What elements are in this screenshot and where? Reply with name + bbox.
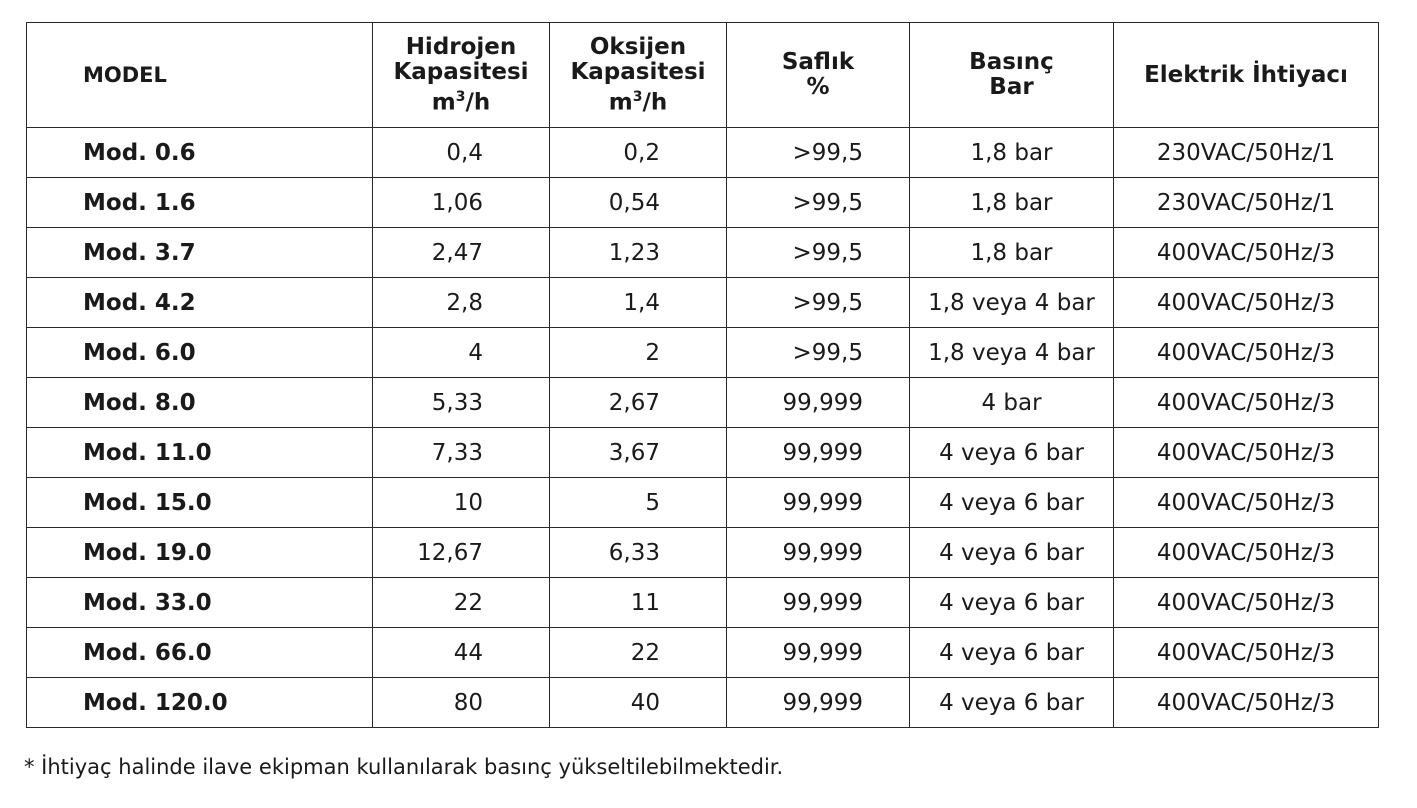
cell-pressure: 1,8 bar [910, 128, 1114, 178]
cell-purity: >99,5 [727, 128, 910, 178]
cell-pressure: 4 veya 6 bar [910, 578, 1114, 628]
cell-pressure: 1,8 veya 4 bar [910, 328, 1114, 378]
cell-hydrogen: 2,8 [373, 278, 550, 328]
table-row [27, 328, 1379, 378]
cell-model: Mod. 8.0 [27, 378, 373, 428]
footnote: * İhtiyaç halinde ilave ekipman kullanılarak basınç yükseltilebilmektedir. [24, 755, 784, 779]
table-row [27, 578, 1379, 628]
table-row [27, 228, 1379, 278]
cell-purity: >99,5 [727, 228, 910, 278]
cell-hydrogen: 44 [373, 628, 550, 678]
cell-hydrogen: 10 [373, 478, 550, 528]
cell-pressure: 4 veya 6 bar [910, 678, 1114, 728]
cell-power: 400VAC/50Hz/3 [1114, 428, 1379, 478]
cell-hydrogen: 22 [373, 578, 550, 628]
cell-hydrogen: 5,33 [373, 378, 550, 428]
cell-model: Mod. 4.2 [27, 278, 373, 328]
table-row [27, 478, 1379, 528]
cell-hydrogen: 2,47 [373, 228, 550, 278]
cell-purity: 99,999 [727, 378, 910, 428]
cell-oxygen: 1,4 [550, 278, 727, 328]
cell-pressure: 1,8 bar [910, 228, 1114, 278]
cell-oxygen: 0,2 [550, 128, 727, 178]
cell-pressure: 4 bar [910, 378, 1114, 428]
cell-pressure: 4 veya 6 bar [910, 528, 1114, 578]
cell-model: Mod. 1.6 [27, 178, 373, 228]
cell-purity: 99,999 [727, 428, 910, 478]
cell-model: Mod. 15.0 [27, 478, 373, 528]
cell-power: 230VAC/50Hz/1 [1114, 128, 1379, 178]
table-row [27, 628, 1379, 678]
cell-purity: >99,5 [727, 178, 910, 228]
header-purity: Saflık % [727, 23, 910, 128]
cell-oxygen: 5 [550, 478, 727, 528]
cell-hydrogen: 80 [373, 678, 550, 728]
cell-model: Mod. 3.7 [27, 228, 373, 278]
cell-oxygen: 6,33 [550, 528, 727, 578]
cell-purity: 99,999 [727, 678, 910, 728]
cell-model: Mod. 33.0 [27, 578, 373, 628]
cell-model: Mod. 120.0 [27, 678, 373, 728]
cell-power: 400VAC/50Hz/3 [1114, 528, 1379, 578]
cell-pressure: 4 veya 6 bar [910, 628, 1114, 678]
cell-hydrogen: 4 [373, 328, 550, 378]
cell-purity: 99,999 [727, 478, 910, 528]
cell-model: Mod. 11.0 [27, 428, 373, 478]
cell-purity: 99,999 [727, 528, 910, 578]
cell-oxygen: 40 [550, 678, 727, 728]
cell-power: 400VAC/50Hz/3 [1114, 628, 1379, 678]
table-row [27, 678, 1379, 728]
cell-model: Mod. 19.0 [27, 528, 373, 578]
cell-oxygen: 11 [550, 578, 727, 628]
cell-oxygen: 1,23 [550, 228, 727, 278]
cell-pressure: 1,8 veya 4 bar [910, 278, 1114, 328]
cell-oxygen: 0,54 [550, 178, 727, 228]
spec-table [26, 22, 1379, 728]
cell-power: 400VAC/50Hz/3 [1114, 378, 1379, 428]
table-row [27, 128, 1379, 178]
cell-purity: 99,999 [727, 578, 910, 628]
cell-pressure: 1,8 bar [910, 178, 1114, 228]
cell-oxygen: 2,67 [550, 378, 727, 428]
cell-pressure: 4 veya 6 bar [910, 428, 1114, 478]
cell-purity: >99,5 [727, 278, 910, 328]
cell-power: 400VAC/50Hz/3 [1114, 278, 1379, 328]
cell-hydrogen: 1,06 [373, 178, 550, 228]
cell-model: Mod. 6.0 [27, 328, 373, 378]
cell-hydrogen: 7,33 [373, 428, 550, 478]
header-pressure: Basınç Bar [910, 23, 1114, 128]
cell-hydrogen: 12,67 [373, 528, 550, 578]
cell-power: 230VAC/50Hz/1 [1114, 178, 1379, 228]
table-row [27, 428, 1379, 478]
table-row [27, 378, 1379, 428]
cell-power: 400VAC/50Hz/3 [1114, 678, 1379, 728]
header-power: Elektrik İhtiyacı [1114, 23, 1379, 128]
header-hydrogen: Hidrojen Kapasitesi $m^3/h$ [373, 23, 550, 128]
table-row [27, 278, 1379, 328]
cell-power: 400VAC/50Hz/3 [1114, 228, 1379, 278]
cell-power: 400VAC/50Hz/3 [1114, 578, 1379, 628]
cell-purity: 99,999 [727, 628, 910, 678]
cell-power: 400VAC/50Hz/3 [1114, 478, 1379, 528]
cell-hydrogen: 0,4 [373, 128, 550, 178]
cell-oxygen: 2 [550, 328, 727, 378]
cell-model: Mod. 0.6 [27, 128, 373, 178]
cell-oxygen: 22 [550, 628, 727, 678]
cell-pressure: 4 veya 6 bar [910, 478, 1114, 528]
table-row [27, 528, 1379, 578]
cell-purity: >99,5 [727, 328, 910, 378]
table-row [27, 178, 1379, 228]
header-model: MODEL [27, 23, 373, 128]
header-row [27, 23, 1379, 128]
cell-power: 400VAC/50Hz/3 [1114, 328, 1379, 378]
cell-model: Mod. 66.0 [27, 628, 373, 678]
cell-oxygen: 3,67 [550, 428, 727, 478]
header-oxygen: Oksijen Kapasitesi $m^3/h$ [550, 23, 727, 128]
